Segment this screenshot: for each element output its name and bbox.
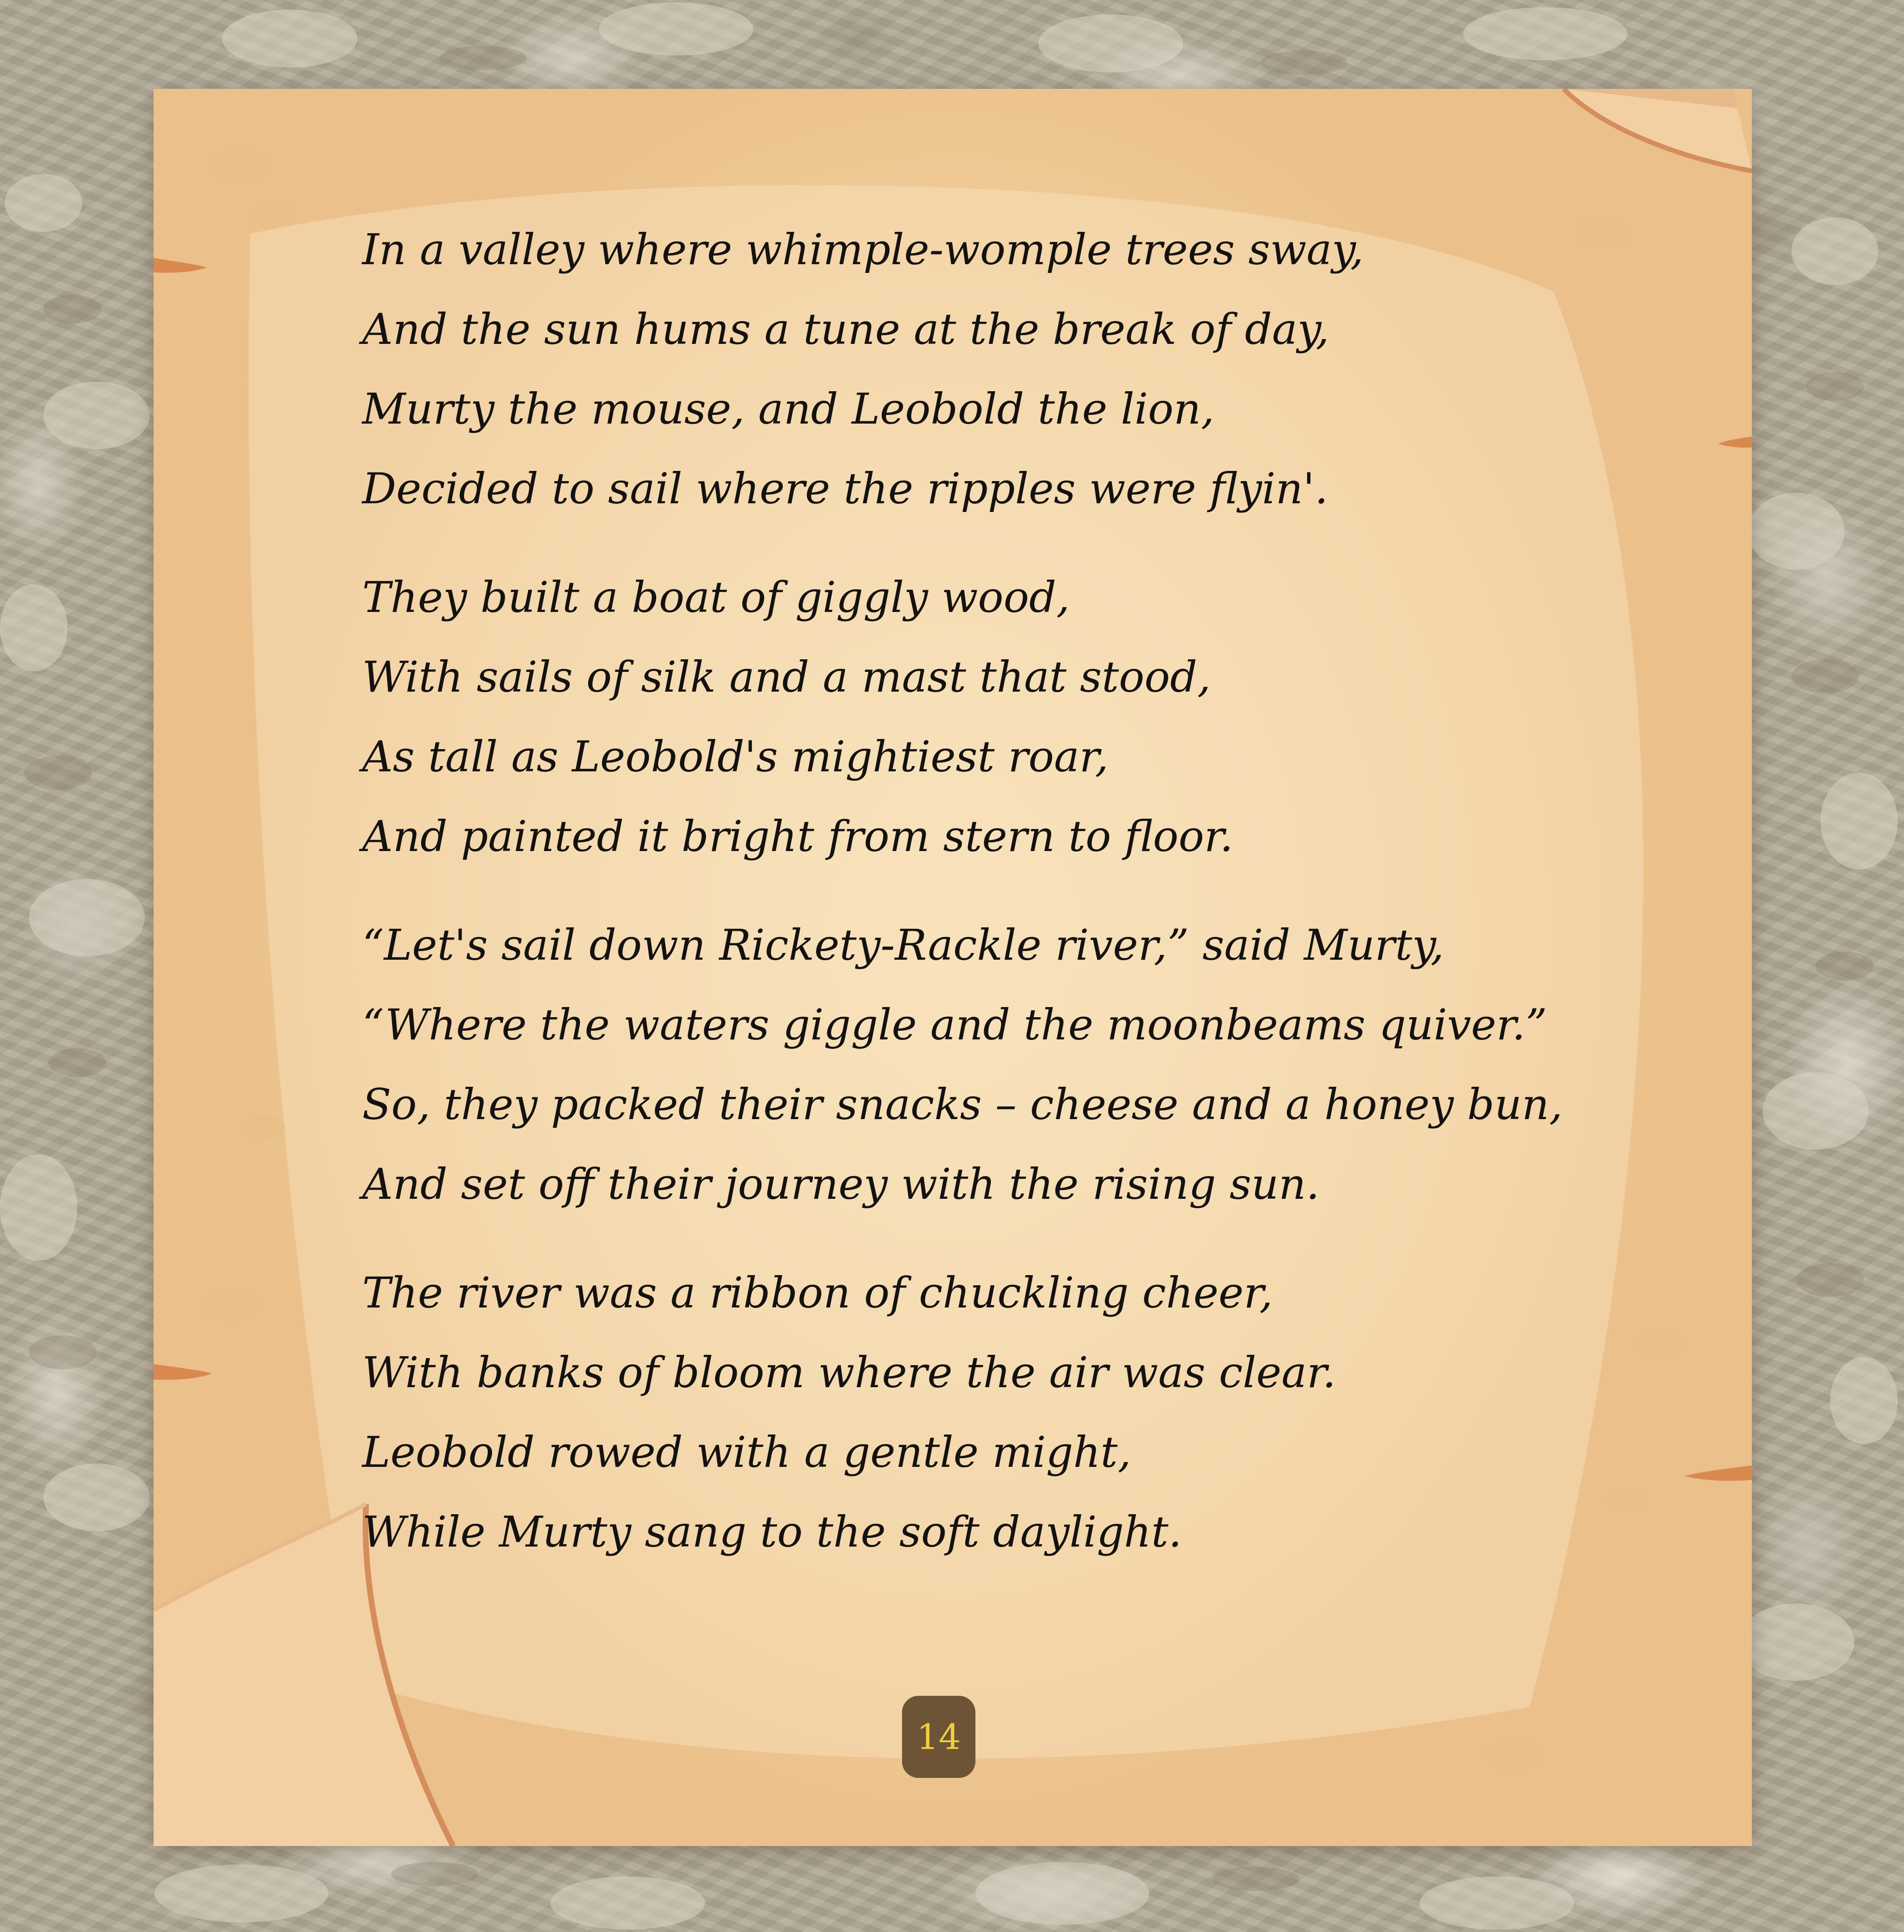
poem-line: Murty the mouse, and Leobold the lion, xyxy=(362,384,1214,434)
stanza-4 xyxy=(362,1253,1569,1572)
poem-line: While Murty sang to the soft daylight. xyxy=(362,1507,1182,1557)
stanza-3 xyxy=(362,905,1569,1224)
poem-line: “Where the waters giggle and the moonbeams quiver.” xyxy=(362,1000,1547,1050)
poem-line: “Let's sail down Rickety-Rackle river,” said Murty, xyxy=(362,920,1444,970)
poem-line: So, they packed their snacks – cheese and a honey bun, xyxy=(362,1080,1563,1129)
poem-text xyxy=(362,210,1569,1601)
poem-line: They built a boat of giggly wood, xyxy=(362,572,1070,622)
stanza-1 xyxy=(362,210,1569,528)
poem-line: With sails of silk and a mast that stood, xyxy=(362,652,1211,702)
stanza-2 xyxy=(362,557,1569,876)
poem-line: In a valley where whimple-womple trees sway, xyxy=(362,225,1364,274)
poem-line: With banks of bloom where the air was clear. xyxy=(362,1348,1336,1397)
poem-line: And painted it bright from stern to floor. xyxy=(362,811,1233,861)
poem-line: Decided to sail where the ripples were flyin'. xyxy=(362,464,1328,513)
poem-line: The river was a ribbon of chuckling cheer, xyxy=(362,1268,1273,1318)
poem-line: And the sun hums a tune at the break of day, xyxy=(362,304,1329,354)
page-number: 14 xyxy=(917,1717,961,1757)
page-number-badge xyxy=(902,1696,975,1778)
poem-line: Leobold rowed with a gentle might, xyxy=(362,1427,1131,1477)
poem-line: As tall as Leobold's mightiest roar, xyxy=(362,732,1109,781)
parchment-page xyxy=(154,89,1752,1846)
poem-line: And set off their journey with the rising sun. xyxy=(362,1159,1320,1209)
